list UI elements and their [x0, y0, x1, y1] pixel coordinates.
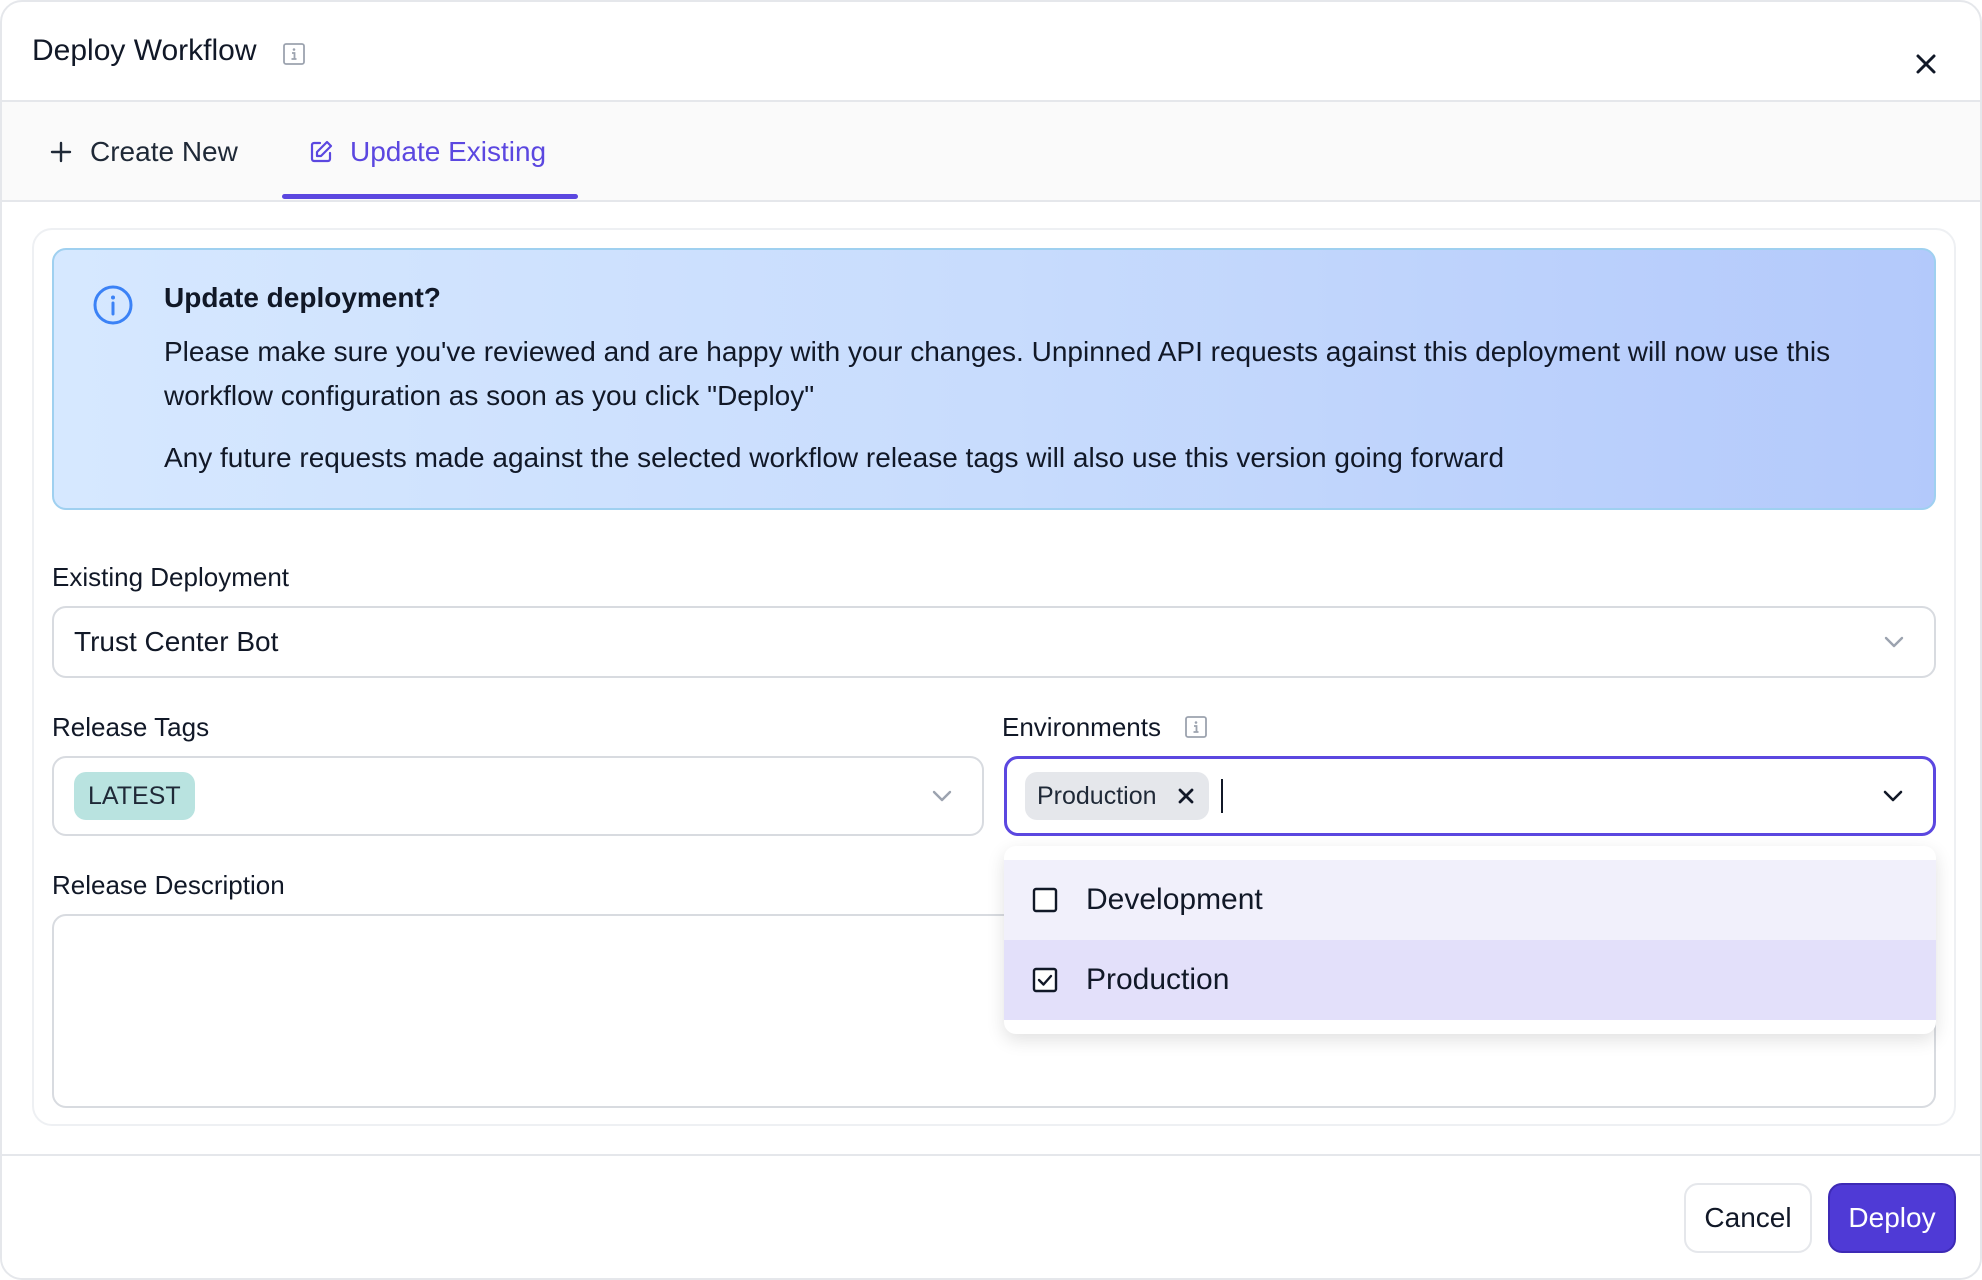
option-development-label: Development — [1086, 883, 1263, 916]
option-production[interactable] — [1004, 940, 1936, 1020]
info-square-icon[interactable] — [282, 42, 306, 66]
tag-latest[interactable]: LATEST — [74, 772, 195, 820]
update-warning-banner — [52, 248, 1936, 510]
tab-bar — [2, 102, 1980, 202]
chip-production — [1025, 772, 1209, 820]
banner-text: Please make sure you've reviewed and are happy with your changes. Unpinned API requests against this deployment will now use this workflow configuration as soon as you click "Deploy" — [164, 336, 1831, 411]
environments-select[interactable] — [1004, 756, 1936, 836]
edit-icon — [308, 139, 334, 165]
banner-text-secondary: Any future requests made against the selected workflow release tags will also use this version going forward — [164, 442, 1505, 473]
existing-deployment-label: Existing Deployment — [52, 562, 289, 592]
tab-update-existing[interactable] — [308, 102, 546, 202]
release-tags-select[interactable] — [52, 756, 984, 836]
chevron-down-icon — [928, 782, 956, 810]
info-circle-icon — [92, 284, 134, 326]
active-tab-indicator — [282, 194, 578, 199]
existing-deployment-select[interactable] — [52, 606, 1936, 678]
chevron-down-icon[interactable] — [1879, 782, 1907, 810]
close-icon[interactable] — [1175, 785, 1197, 807]
environments-label: Environments — [1002, 712, 1161, 742]
release-tags-label: Release Tags — [52, 712, 210, 742]
info-square-icon[interactable] — [1184, 715, 1208, 739]
checkbox-checked-icon[interactable] — [1032, 967, 1058, 993]
banner-title: Update deployment? — [164, 282, 441, 313]
chip-production-label: Production — [1037, 782, 1157, 810]
tab-create-new-label: Create New — [90, 136, 238, 167]
release-description-label: Release Description — [52, 870, 285, 900]
cancel-button[interactable]: Cancel — [1684, 1183, 1812, 1253]
dialog-header — [2, 2, 1980, 102]
checkbox-unchecked-icon[interactable] — [1032, 887, 1058, 913]
tab-update-existing-label: Update Existing — [350, 136, 547, 167]
close-icon[interactable] — [1908, 46, 1944, 82]
chevron-down-icon — [1880, 628, 1908, 656]
option-production-label: Production — [1086, 963, 1230, 996]
plus-icon — [48, 139, 74, 165]
text-cursor — [1221, 779, 1223, 813]
environments-dropdown — [1004, 846, 1936, 1034]
deploy-button[interactable]: Deploy — [1828, 1183, 1956, 1253]
tab-create-new[interactable] — [48, 102, 238, 202]
existing-deployment-value: Trust Center Bot — [74, 626, 279, 657]
option-development[interactable] — [1004, 860, 1936, 940]
dialog-title: Deploy Workflow — [32, 34, 257, 67]
